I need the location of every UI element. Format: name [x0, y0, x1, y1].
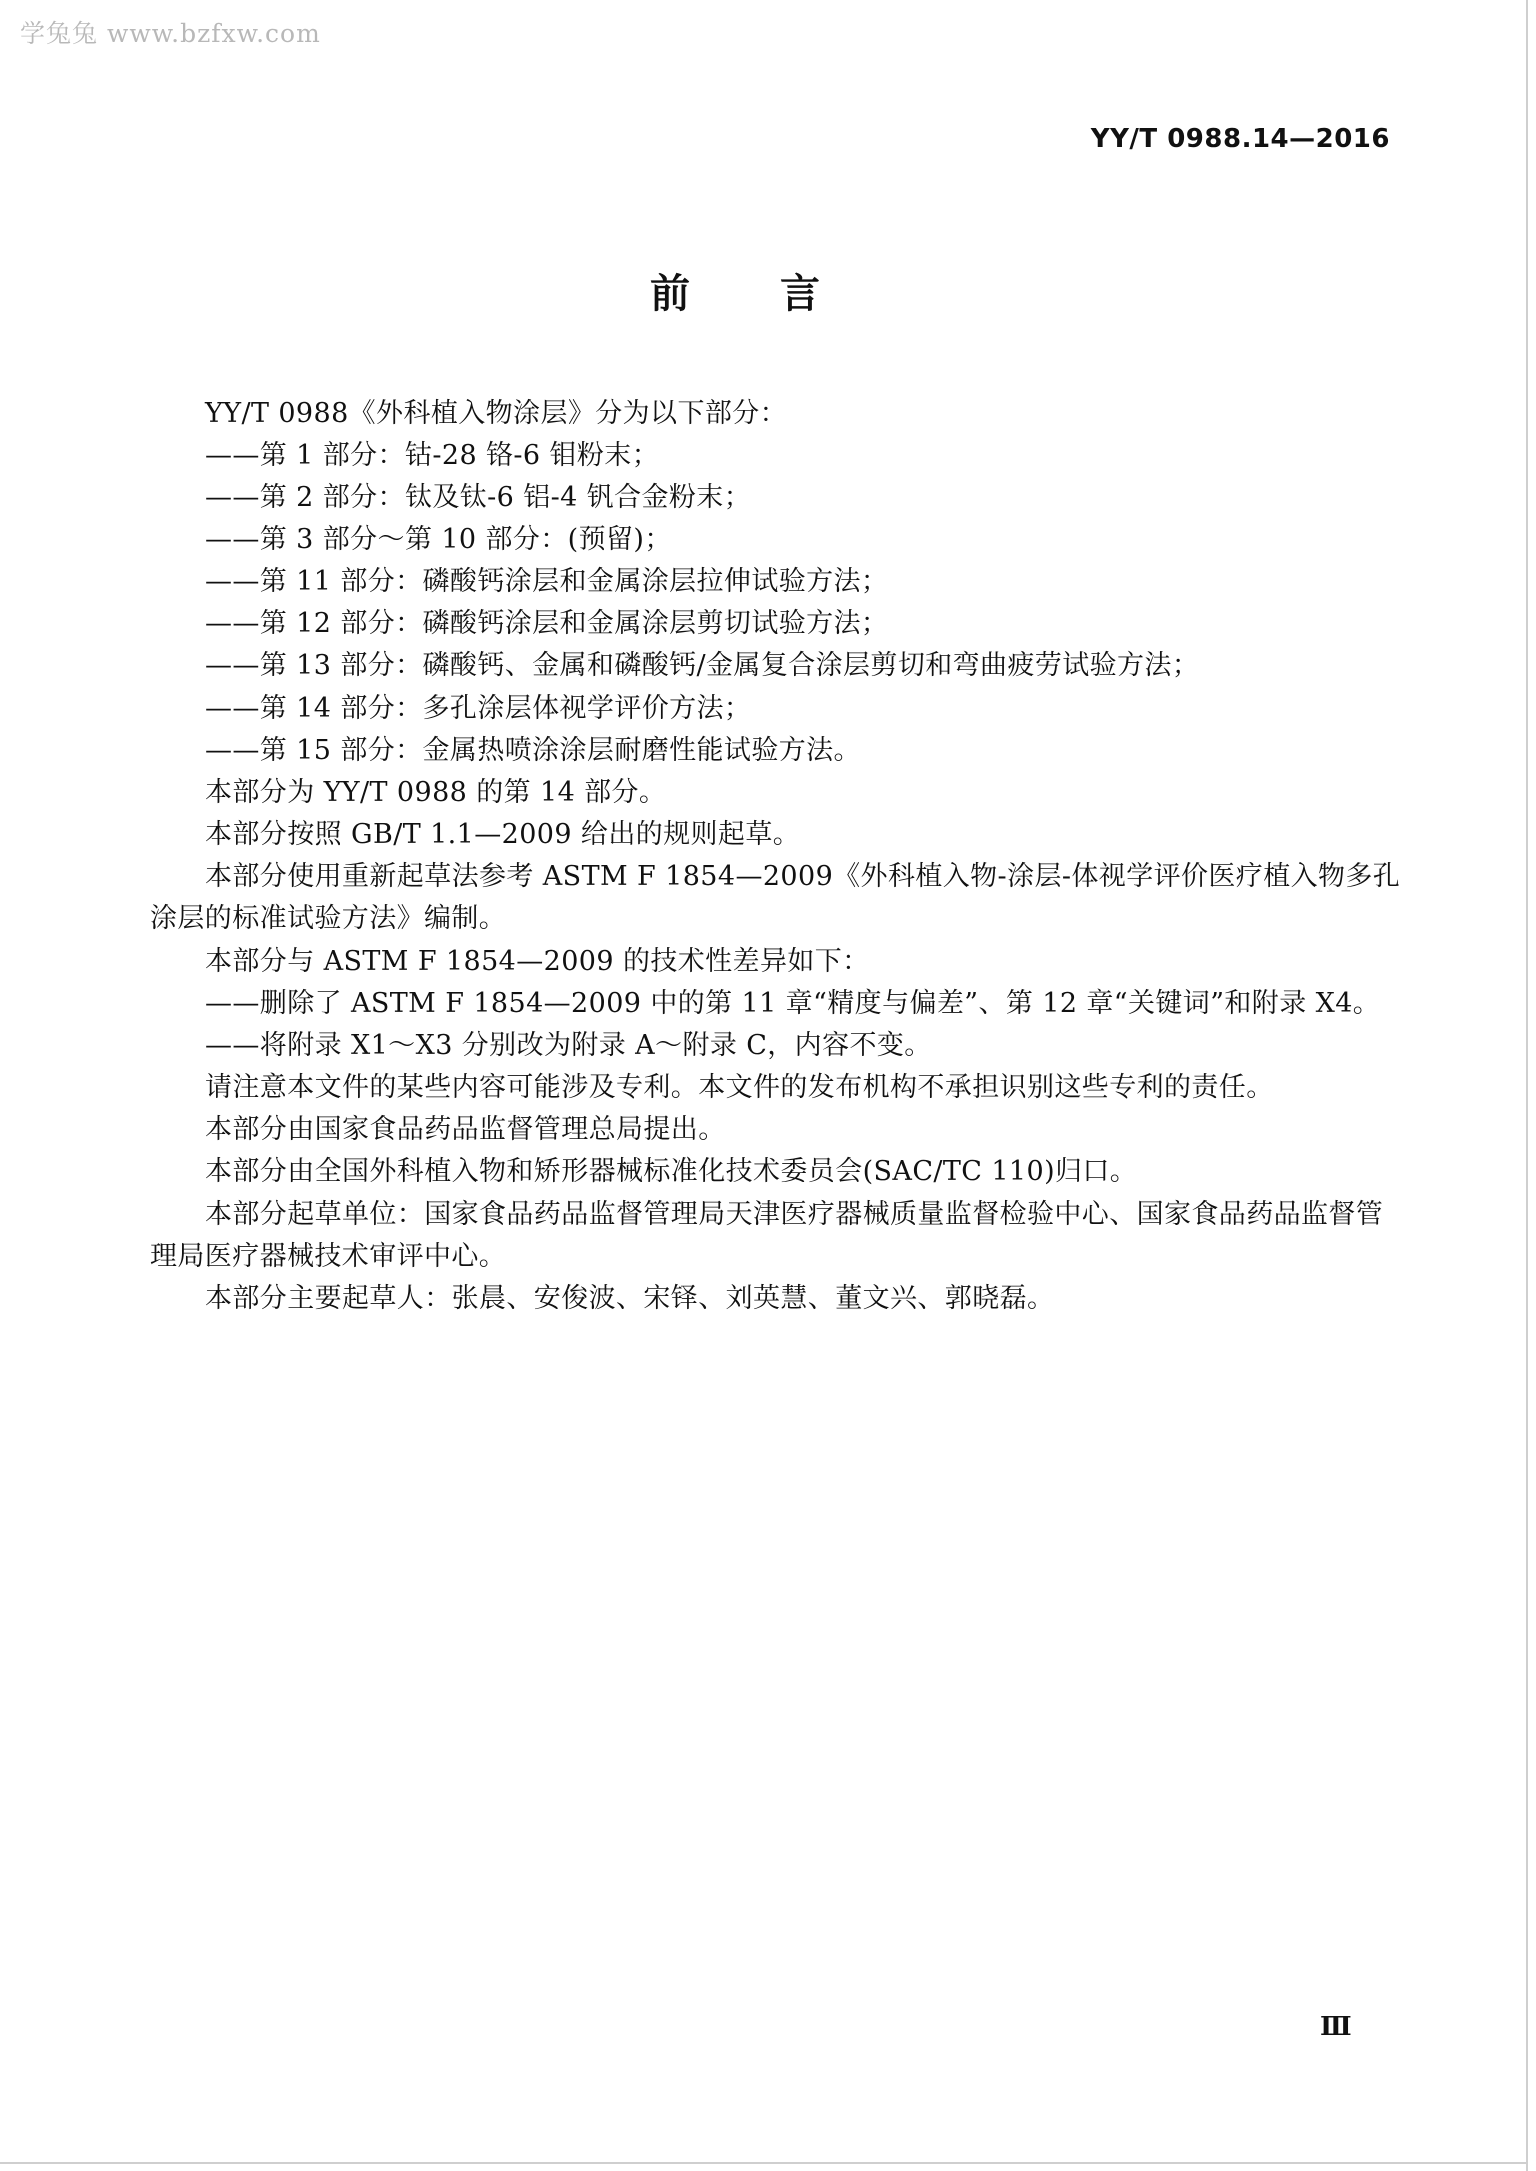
paragraph: 请注意本文件的某些内容可能涉及专利。本文件的发布机构不承担识别这些专利的责任。	[205, 1072, 1274, 1103]
list-item: ——第 1 部分：钴-28 铬-6 钼粉末；	[205, 440, 660, 471]
page-number: Ⅲ	[1320, 2012, 1352, 2042]
list-item: ——第 13 部分：磷酸钙、金属和磷酸钙/金属复合涂层剪切和弯曲疲劳试验方法；	[205, 650, 1200, 681]
paragraph: 本部分使用重新起草法参考 ASTM F 1854—2009《外科植入物-涂层-体视学评价医疗植入物多孔	[205, 861, 1401, 892]
page-border-right	[1526, 0, 1528, 2171]
paragraph-continuation: 理局医疗器械技术审评中心。	[150, 1241, 507, 1272]
paragraph: 本部分为 YY/T 0988 的第 14 部分。	[205, 777, 667, 808]
page-title: 前言	[650, 271, 910, 317]
paragraph-continuation: 涂层的标准试验方法》编制。	[150, 903, 507, 934]
paragraph: 本部分由全国外科植入物和矫形器械标准化技术委员会(SAC/TC 110)归口。	[205, 1156, 1138, 1187]
paragraph: 本部分按照 GB/T 1.1—2009 给出的规则起草。	[205, 819, 801, 850]
list-item: ——第 11 部分：磷酸钙涂层和金属涂层拉伸试验方法；	[205, 566, 889, 597]
list-item: ——第 12 部分：磷酸钙涂层和金属涂层剪切试验方法；	[205, 608, 889, 639]
list-item: ——第 14 部分：多孔涂层体视学评价方法；	[205, 693, 752, 724]
list-item: ——将附录 X1～X3 分别改为附录 A～附录 C，内容不变。	[205, 1030, 932, 1061]
page-border-bottom	[0, 2162, 1528, 2164]
document-code: YY/T 0988.14—2016	[1090, 124, 1390, 154]
watermark: 学兔兔 www.bzfxw.com	[20, 19, 321, 48]
paragraph: 本部分起草单位：国家食品药品监督管理局天津医疗器械质量监督检验中心、国家食品药品监督管	[205, 1199, 1384, 1230]
paragraph: 本部分与 ASTM F 1854—2009 的技术性差异如下：	[205, 946, 870, 977]
paragraph: YY/T 0988《外科植入物涂层》分为以下部分：	[205, 398, 788, 429]
list-item: ——第 15 部分：金属热喷涂涂层耐磨性能试验方法。	[205, 735, 861, 766]
paragraph: 本部分主要起草人：张晨、安俊波、宋铎、刘英慧、董文兴、郭晓磊。	[205, 1283, 1055, 1314]
list-item: ——第 3 部分～第 10 部分：(预留)；	[205, 524, 672, 555]
list-item: ——第 2 部分：钛及钛-6 铝-4 钒合金粉末；	[205, 482, 752, 513]
list-item: ——删除了 ASTM F 1854—2009 中的第 11 章“精度与偏差”、第 12 章“关键词”和附录 X4。	[205, 988, 1381, 1019]
paragraph: 本部分由国家食品药品监督管理总局提出。	[205, 1114, 726, 1145]
